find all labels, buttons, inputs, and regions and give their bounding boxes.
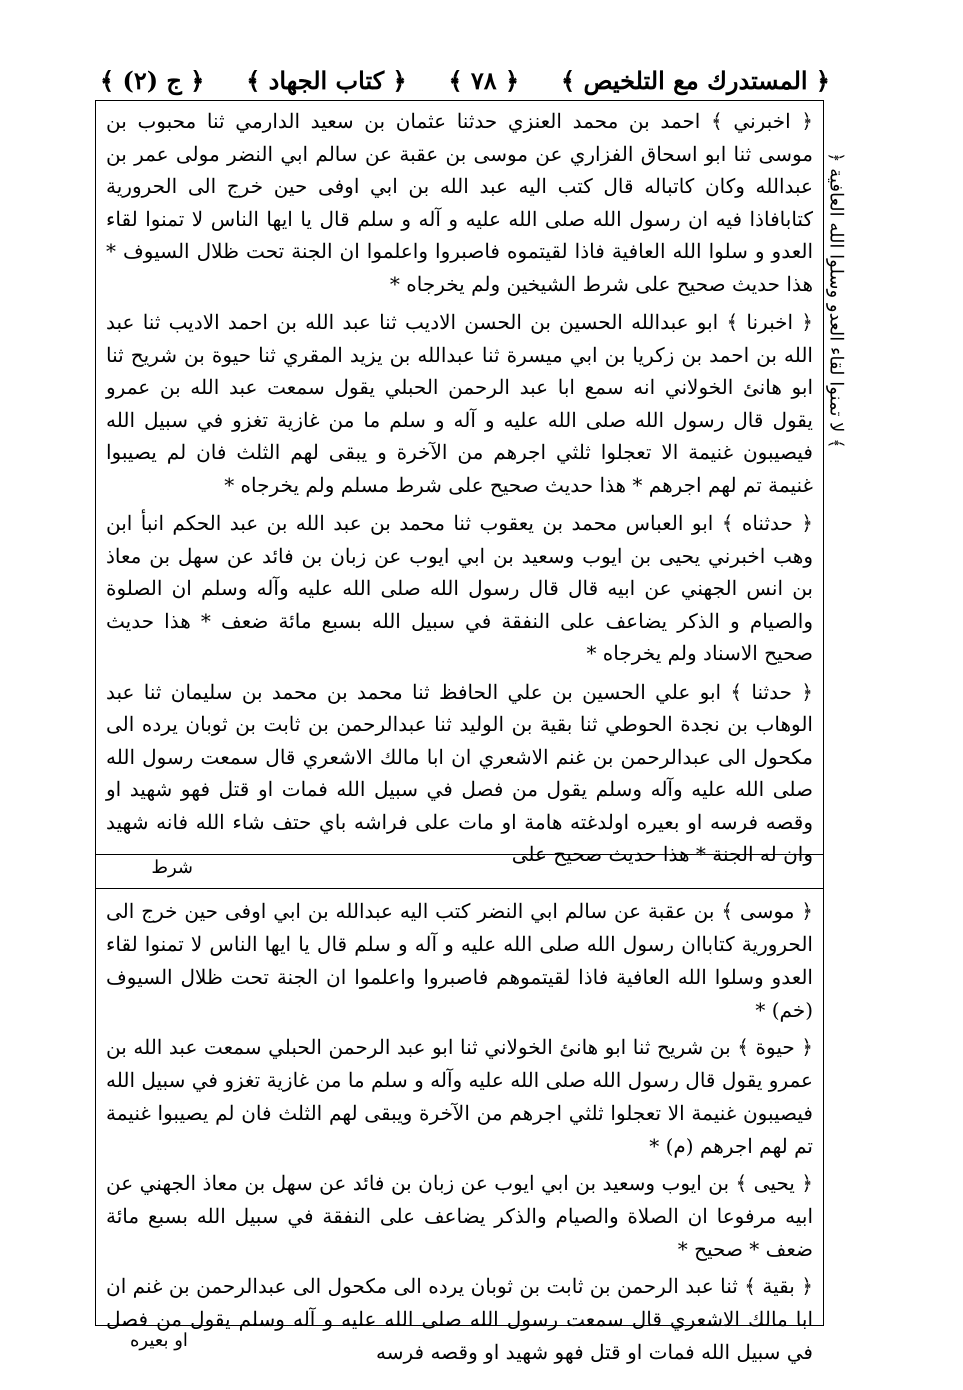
page-number: ﴿ ٧٨ ﴾ xyxy=(448,65,520,95)
main-catchword: شرط xyxy=(151,857,193,878)
summary-paragraph: ﴿ حيوة ﴾ بن شريح ثنا ابو هانئ الخولاني ثنا ابو عبد الرحمن الحبلي سمعت عبد الله بن عمرو يقول قال رسول الله صلى الله عليه وآله و سلم ما من غازية تغزو في سبيل الله فيصيبون غنيمة الا تعجلوا ثلثي اجرهم من الآخرة ويبقى لهم الثلث فان لم يصيبوا غنيمة تم لهم اجرهم (م) * xyxy=(106,1035,813,1158)
volume-number: ﴿ ج (٢) ﴾ xyxy=(100,65,205,95)
hadith-paragraph: ﴿ اخبرنا ﴾ ابو عبدالله الحسين بن الحسن الاديب ثنا عبد الله بن احمد الاديب ثنا عبد الله بن احمد بن زكريا بن ابي ميسرة ثنا عبدالله بن يزيد المقري ثنا حيوة بن شريح ثنا ابو هانئ الخولاني انه سمع ابا عبد الرحمن الحبلي يقول سمعت عبد الله بن عمرو يقول قال رسول الله صلى الله عليه و آله و سلم ما من غازية تغزو في سبيل الله فيصيبون غنيمة الا تعجلوا ثلثي اجرهم من الآخرة و يبقى لهم الثلث فان لم يصيبوا غنيمة تم لهم اجرهم * هذا حديث صحيح على شرط مسلم ولم يخرجاه * xyxy=(106,310,813,497)
summary-paragraph: ﴿ بقية ﴾ ثنا عبد الرحمن بن ثابت بن ثوبان يرده الى مكحول الى عبدالرحمن بن غنم ان ابا مالك الاشعري قال سمعت رسول الله صلى الله عليه و آله وسلم يقول من فصل في سبيل الله فمات او قتل فهو شهيد او وقصه فرسه xyxy=(106,1274,814,1364)
main-catchword-line xyxy=(96,854,823,889)
summary-paragraph: ﴿ يحيى ﴾ بن ايوب وسعيد بن ابي ايوب عن زبان بن فائد عن سهل بن معاذ الجهني عن ابيه مرفوعا ان الصلاة والصيام والذكر يضاعف على النفقة في سبيل الله بسبع مائة ضعف * صحيح * xyxy=(106,1171,813,1261)
hadith-paragraph: ﴿ اخبرني ﴾ احمد بن محمد العنزي حدثنا عثمان بن سعيد الدارمي ثنا محبوب بن موسى ثنا ابو اسحاق الفزاري عن موسى بن عقبة عن سالم ابي النضر مولى عمر بن عبدالله وكان كاتباله قال كتب اليه عبد الله بن ابي اوفى حين خرج الى الحرورية كتابافاذا فيه ان رسول الله صلى الله عليه و آله و سلم قال يا ايها الناس لا تمنوا لقاء العدو و سلوا الله العافية فاذا لقيتموه فاصبروا واعلموا ان الجنة تحت ظلال السيوف * هذا حديث صحيح على شرط الشيخين ولم يخرجاه * xyxy=(106,109,814,296)
page-frame xyxy=(95,100,824,1364)
chapter-title: ﴿ كتاب الجهاد ﴾ xyxy=(246,65,407,95)
margin-note-text: ﴿ لا تمنوا لقاء العدو وسلوا الله العافية ﴾ xyxy=(825,151,847,449)
page-header xyxy=(100,62,830,98)
hadith-paragraph: ﴿ حدثناه ﴾ ابو العباس محمد بن يعقوب ثنا محمد بن عبد الله بن عبد الحكم انبأ ابن وهب اخبرني يحيى بن ايوب وسعيد بن ابي ايوب عن زبان بن فائد عن سهل بن معاذ بن انس الجهني عن ابيه قال قال رسول الله صلى الله عليه وآله وسلم ان الصلوة والصيام و الذكر يضاعف على النفقة في سبيل الله بسبع مائة ضعف * هذا حديث صحيح الاسناد ولم يخرجاه * xyxy=(106,511,813,665)
page-catchword: او بعيره xyxy=(130,1330,188,1351)
main-text-block xyxy=(96,101,823,866)
margin-note xyxy=(810,151,862,449)
book-title: ﴿ المستدرك مع التلخيص ﴾ xyxy=(561,65,830,95)
hadith-paragraph: ﴿ حدثنا ﴾ ابو علي الحسين بن علي الحافظ ثنا محمد بن محمد بن سليمان ثنا عبد الوهاب بن نجدة الحوطي ثنا بقية بن الوليد ثنا عبدالرحمن بن ثابت بن ثوبان يرده الى مكحول الى عبدالرحمن بن غنم الاشعري ان ابا مالك الاشعري قال سمعت رسول الله صلى الله عليه وآله وسلم يقول من فصل في سبيل الله فمات او قتل فهو شهيد او وقصه فرسه او بعيره اولدغته هامة او مات على فراشه باي حتف شاء الله فانه شهيد وان له الجنة * هذا حديث صحيح على xyxy=(106,679,813,866)
summary-paragraph: ﴿ موسى ﴾ بن عقبة عن سالم ابي النضر كتب اليه عبدالله بن ابي اوفى حين خرج الى الحرورية كتاباان رسول الله صلى الله عليه و آله و سلم قال يا ايها الناس لا تمنوا لقاء العدو وسلوا الله العافية فاذا لقيتموهم فاصبروا واعلموا ان الجنة تحت ظلال السيوف (خم) * xyxy=(106,899,813,1022)
